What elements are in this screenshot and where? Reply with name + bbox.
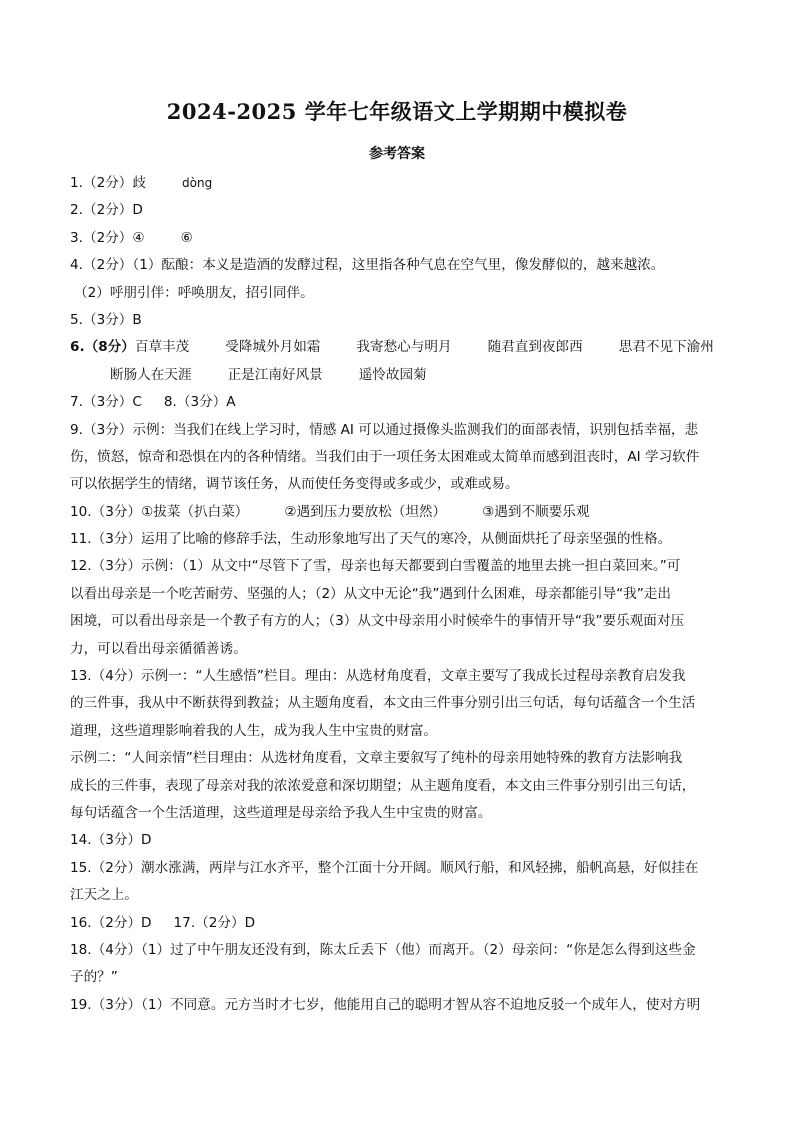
answer-item: ③遇到不顺要乐观 — [482, 503, 590, 520]
answer-9-line-2: 伤，愤怒，惊奇和恐惧在内的各种情绪。当我们由于一项任务太困难或太简单而感到沮丧时，AI 学习软件 — [70, 448, 700, 465]
poem-line: 随君直到夜郎西 — [487, 339, 583, 356]
answer-label: 3.（2分） — [70, 229, 133, 246]
poem-line: 思君不见下渝州 — [618, 339, 714, 356]
answer-12-line-2: 以看出母亲是一个吃苦耐劳、坚强的人；（2）从文中无论“我”遇到什么困难，母亲都能引导“我”走出 — [70, 585, 671, 602]
answer-10 — [70, 499, 722, 526]
answer-4-line-2: （2）呼朋引伴：呼唤朋友，招引同伴。 — [74, 284, 314, 301]
answer-11: 11.（3分）运用了比喻的修辞手法，生动形象地写出了天气的寒冷，从侧面烘托了母亲坚强的性格。 — [70, 531, 672, 548]
poem-line: 百草丰茂 — [134, 339, 190, 356]
answer-13-line-5: 成长的三件事，表现了母亲对我的浓浓爱意和深切期望；从主题角度看，本文由三件事分别引出三句话， — [70, 777, 696, 794]
answer-5: 5.（3分）B — [70, 311, 142, 328]
answer-list — [70, 170, 722, 1019]
page-subtitle: 参考答案 — [369, 146, 425, 162]
answer-13-line-1: 13.（4分）示例一：“人生感悟”栏目。理由：从选材角度看，文章主要写了我成长过程母亲教育启发我 — [70, 668, 686, 685]
answer-9-line-3: 可以依据学生的情绪，调节该任务，从而使任务变得或多或少，或难或易。 — [70, 476, 519, 493]
answer-9-line-1: 9.（3分）示例：当我们在线上学习时，情感 AI 可以通过摄像头监测我们的面部表情，识别包括幸福，悲 — [70, 421, 699, 438]
answer-12-line-3: 困境，可以看出母亲是一个教子有方的人；（3）从文中母亲用小时候牵牛的事情开导“我”要乐观面对压 — [70, 613, 685, 630]
poem-line: 我寄愁心与明月 — [356, 339, 452, 356]
answer-13-line-4: 示例二：“人间亲情”栏目理由：从选材角度看，文章主要叙写了纯朴的母亲用她特殊的教育方法影响我 — [70, 750, 683, 767]
answer-choice: ④ — [132, 229, 145, 246]
answer-13-line-2: 的三件事，我从中不断获得到教益；从主题角度看，本文由三件事分别引出三句话，每句话蕴含一个生活 — [70, 695, 696, 712]
answer-6-line-2 — [70, 362, 722, 389]
answer-item: ②遇到压力要放松（坦然） — [284, 503, 447, 520]
answer-18-line-1: 18.（4分）（1）过了中午朋友还没有到，陈太丘丢下（他）而离开。（2）母亲问：“你是怎么得到这些金 — [70, 941, 696, 958]
answer-12-line-1: 12.（3分）示例：（1）从文中“尽管下了雪，母亲也每天都要到白雪覆盖的地里去挑一担白菜回来。”可 — [70, 558, 681, 575]
answer-2: 2.（2分）D — [70, 202, 143, 219]
answer-text: 17.（2分）D — [173, 914, 256, 931]
poem-line: 正是江南好风景 — [227, 366, 323, 383]
answer-choice: ⑥ — [180, 229, 193, 246]
answer-6-line-1 — [70, 334, 722, 361]
answer-label: 6.（8分） — [70, 339, 135, 356]
answer-item: ①拔菜（扒白菜） — [141, 503, 249, 520]
poem-line: 遥怜故园菊 — [358, 366, 427, 383]
pinyin-text: dòng — [182, 176, 213, 190]
answer-text: 16.（2分）D — [70, 914, 152, 931]
answer-13-line-3: 道理，这些道理影响着我的人生，成为我人生中宝贵的财富。 — [70, 722, 438, 739]
answer-13-line-6: 每句话蕴含一个生活道理，这些道理是母亲给予我人生中宝贵的财富。 — [70, 804, 492, 821]
answer-19-line-1: 19.（3分）（1）不同意。元方当时才七岁，他能用自己的聪明才智从容不迫地反驳一个成年人，使对方明 — [70, 996, 701, 1013]
answer-4-line-1: 4.（2分）（1）酝酿：本义是造酒的发酵过程，这里指各种气息在空气里，像发酵似的，越来越浓。 — [70, 257, 665, 274]
poem-line: 断肠人在天涯 — [110, 366, 192, 383]
answer-18-line-2: 子的？” — [70, 969, 118, 986]
answer-text: 7.（3分）C — [70, 394, 142, 411]
answer-text: 8.（3分）A — [163, 394, 236, 411]
answer-15-line-2: 江天之上。 — [70, 887, 138, 904]
answer-15-line-1: 15.（2分）潮水涨满，两岸与江水齐平，整个江面十分开阔。顺风行船，和风轻拂，船帆高悬，好似挂在 — [70, 859, 699, 876]
answer-3 — [70, 225, 722, 252]
answer-7-8 — [70, 389, 722, 416]
page-title: 2024-2025 学年七年级语文上学期期中模拟卷 — [166, 99, 628, 124]
answer-label: 10.（3分） — [70, 503, 142, 520]
answer-16-17 — [70, 910, 722, 937]
answer-12-line-4: 力，可以看出母亲循循善诱。 — [70, 640, 247, 657]
answer-14: 14.（3分）D — [70, 832, 152, 849]
poem-line: 受降城外月如霜 — [225, 339, 321, 356]
answer-text: 歧 — [132, 175, 146, 191]
answer-1 — [70, 170, 722, 197]
answer-label: 1.（2分） — [70, 175, 133, 191]
